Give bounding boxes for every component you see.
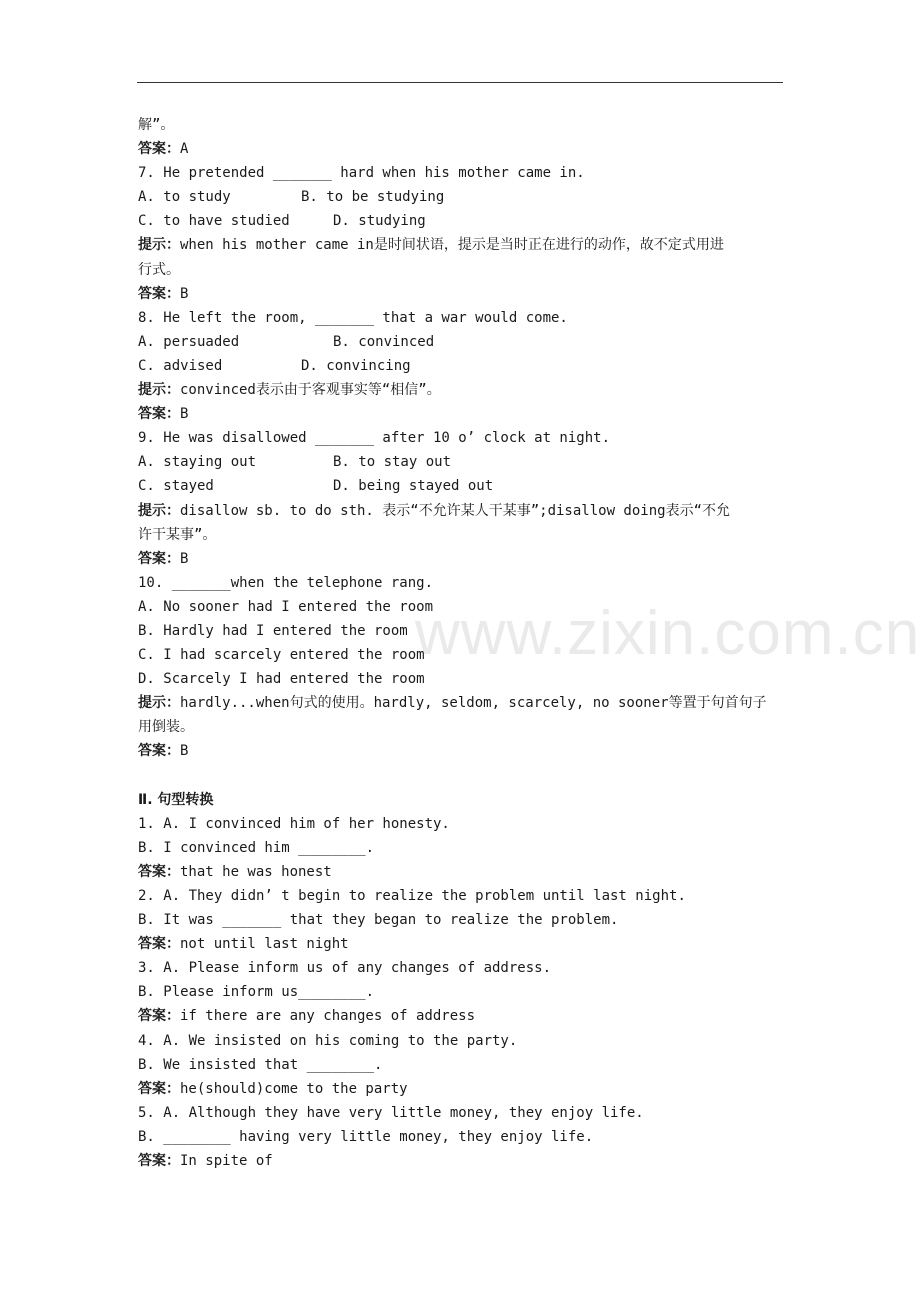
option-d: D. being stayed out <box>333 478 494 495</box>
hint-text: hardly...when句式的使用。hardly, seldom, scarcely, no sooner等置于句首句子 <box>180 695 767 712</box>
option-c: C. I had scarcely entered the room <box>138 647 425 664</box>
hint-text: convinced表示由于客观事实等“相信”。 <box>180 382 441 399</box>
answer-value: he(should)come to the party <box>180 1080 408 1097</box>
transform-4-b: B. We insisted that ________. <box>138 1056 383 1073</box>
hint-text: disallow sb. to do sth. 表示“不允许某人干某事”;disallow doing表示“不允 <box>180 502 731 519</box>
transform-2-answer <box>138 932 784 956</box>
header-rule <box>137 82 783 83</box>
option-d: D. convincing <box>301 357 411 374</box>
answer-line-7 <box>138 282 784 306</box>
question-9-options-row-1 <box>138 450 784 474</box>
question-9-hint-cont: 许干某事”。 <box>138 526 217 543</box>
question-9-options-row-2 <box>138 474 784 498</box>
option-b: B. Hardly had I entered the room <box>138 622 408 639</box>
watermark: www.zixin.com.cn <box>415 599 920 668</box>
transform-4-answer <box>138 1077 784 1101</box>
answer-value: that he was honest <box>180 863 332 880</box>
transform-1-b: B. I convinced him ________. <box>138 839 375 856</box>
option-a: A. staying out <box>138 454 257 471</box>
question-7-hint <box>138 233 784 257</box>
section-title: Ⅱ. 句型转换 <box>138 791 214 808</box>
question-7-hint-cont: 行式。 <box>138 261 180 278</box>
transform-3-answer <box>138 1004 784 1028</box>
answer-label: 答案： <box>138 936 180 953</box>
transform-5-answer <box>138 1149 784 1173</box>
transform-3-b: B. Please inform us________. <box>138 984 375 1001</box>
question-8-options-row-2 <box>138 354 784 378</box>
transform-2-b: B. It was _______ that they began to realize the problem. <box>138 912 619 929</box>
option-d: D. studying <box>333 213 426 230</box>
transform-1-answer <box>138 860 784 884</box>
question-7-options-row-1 <box>138 185 784 209</box>
question-9-stem: 9. He was disallowed _______ after 10 o’ clock at night. <box>138 430 611 447</box>
option-a: A. No sooner had I entered the room <box>138 598 434 615</box>
transform-3-a: 3. A. Please inform us of any changes of address. <box>138 960 552 977</box>
option-b: B. to be studying <box>301 189 445 206</box>
question-7-stem: 7. He pretended _______ hard when his mother came in. <box>138 165 585 182</box>
question-9-hint <box>138 499 784 523</box>
transform-5-b: B. ________ having very little money, they enjoy life. <box>138 1128 594 1145</box>
transform-2-a: 2. A. They didn’ t begin to realize the problem until last night. <box>138 888 686 904</box>
question-8-stem: 8. He left the room, _______ that a war would come. <box>138 309 568 326</box>
answer-label: 答案： <box>138 1008 180 1025</box>
answer-line-8 <box>138 402 784 426</box>
answer-line-10 <box>138 739 784 763</box>
option-c: C. advised <box>138 357 223 374</box>
previous-hint-tail: 解”。 <box>138 117 175 133</box>
option-c: C. to have studied <box>138 213 290 230</box>
option-b: B. convinced <box>333 333 435 350</box>
answer-label: 答案： <box>138 743 180 760</box>
answer-value: not until last night <box>180 936 349 953</box>
transform-1-a: 1. A. I convinced him of her honesty. <box>138 815 450 832</box>
answer-value: In spite of <box>180 1153 273 1170</box>
answer-value: B <box>180 550 189 567</box>
answer-line-9 <box>138 547 784 571</box>
answer-label: 答案： <box>138 1153 180 1170</box>
answer-value: B <box>180 406 189 423</box>
hint-text: when his mother came in是时间状语，提示是当时正在进行的动作，故不定式用进 <box>180 237 724 254</box>
transform-4-a: 4. A. We insisted on his coming to the party. <box>138 1032 518 1049</box>
answer-label: 答案： <box>138 285 180 302</box>
answer-label: 答案： <box>138 863 180 880</box>
answer-label: 答案： <box>138 1080 180 1097</box>
option-a: A. to study <box>138 189 231 206</box>
option-b: B. to stay out <box>333 454 452 471</box>
document-body <box>138 113 784 1173</box>
hint-label: 提示： <box>138 695 180 712</box>
answer-label: 答案： <box>138 406 180 423</box>
answer-value: B <box>180 285 189 302</box>
answer-value: A <box>180 141 189 158</box>
hint-label: 提示： <box>138 382 180 399</box>
answer-value: B <box>180 743 189 760</box>
question-10-hint <box>138 691 784 715</box>
transform-5-a: 5. A. Although they have very little money, they enjoy life. <box>138 1104 644 1121</box>
answer-value: if there are any changes of address <box>180 1008 476 1025</box>
section-spacer <box>138 764 784 788</box>
option-c: C. stayed <box>138 478 214 495</box>
hint-label: 提示： <box>138 502 180 519</box>
question-8-options-row-1 <box>138 330 784 354</box>
answer-label: 答案： <box>138 550 180 567</box>
question-10-hint-cont: 用倒装。 <box>138 719 194 736</box>
option-a: A. persuaded <box>138 333 240 350</box>
answer-label: 答案： <box>138 141 180 158</box>
hint-label: 提示： <box>138 237 180 254</box>
question-8-hint <box>138 378 784 402</box>
option-d: D. Scarcely I had entered the room <box>138 671 425 688</box>
question-7-options-row-2 <box>138 209 784 233</box>
answer-line-6 <box>138 137 784 161</box>
question-10-stem: 10. _______when the telephone rang. <box>138 574 434 591</box>
